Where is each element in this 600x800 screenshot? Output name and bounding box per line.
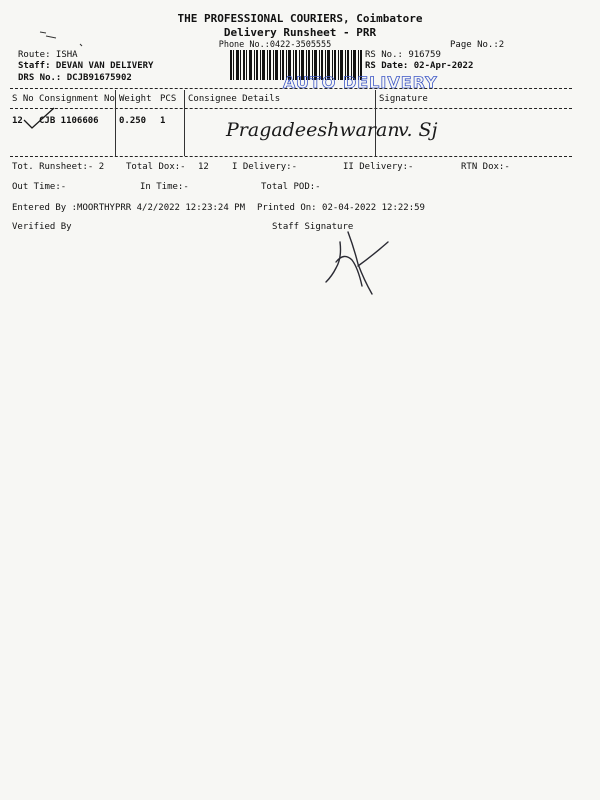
scan-mark <box>36 28 86 52</box>
page-number: Page No.:2 <box>450 40 505 50</box>
entered-by: Entered By :MOORTHYPRR 4/2/2022 12:23:24 PM <box>12 203 245 213</box>
verified-by: Verified By <box>12 222 72 232</box>
rs-number: RS No.: 916759 <box>365 50 441 60</box>
col-header-consignee: Consignee Details <box>188 94 281 104</box>
out-time: Out Time:- <box>12 182 67 192</box>
route: Route: ISHA <box>18 50 78 60</box>
col-header-pcs: PCS <box>160 94 177 104</box>
printed-on: Printed On: 02-04-2022 12:22:59 <box>257 203 425 213</box>
in-time: In Time:- <box>140 182 189 192</box>
check-mark-icon <box>22 106 56 132</box>
recipient-signature: v. Sj <box>398 119 438 141</box>
total-runsheet: Tot. Runsheet:- 2 <box>12 162 105 172</box>
staff-signature-label: Staff Signature <box>272 222 354 232</box>
document-title: Delivery Runsheet - PRR <box>223 26 377 39</box>
table-bottom-rule <box>10 156 572 157</box>
total-pod: Total POD:- <box>261 182 321 192</box>
col-header-consignment: Consignment No <box>39 94 115 104</box>
company-name: THE PROFESSIONAL COURIERS, Coimbatore <box>177 12 423 25</box>
total-dox-label: Total Dox:- <box>126 162 186 172</box>
col-header-signature: Signature <box>379 94 428 104</box>
phone-number: Phone No.:0422-3505555 <box>218 40 332 50</box>
table-top-rule <box>10 88 572 89</box>
row-pcs: 1 <box>160 116 166 126</box>
first-delivery: I Delivery:- <box>232 162 298 172</box>
row-sno: 12 <box>12 116 23 126</box>
col-divider <box>115 90 116 156</box>
second-delivery: II Delivery:- <box>343 162 414 172</box>
auto-delivery-stamp: AUTO DELIVERY <box>283 73 438 92</box>
row-consignment: CJB 1106606 <box>39 116 99 126</box>
total-dox-value: 12 <box>198 162 209 172</box>
col-header-weight: Weight <box>119 94 152 104</box>
rs-date: RS Date: 02-Apr-2022 <box>365 61 474 71</box>
return-dox: RTN Dox:- <box>461 162 510 172</box>
drs-number: DRS No.: DCJB91675902 <box>18 73 132 83</box>
staff-signature-scribble <box>318 222 398 298</box>
staff: Staff: DEVAN VAN DELIVERY <box>18 61 154 71</box>
col-divider <box>184 90 185 156</box>
row-weight: 0.250 <box>119 116 147 126</box>
consignee-handwritten-name: Pragadeeshwaran <box>226 119 400 141</box>
table-header-rule <box>10 108 572 109</box>
col-header-sno: S No <box>12 94 34 104</box>
